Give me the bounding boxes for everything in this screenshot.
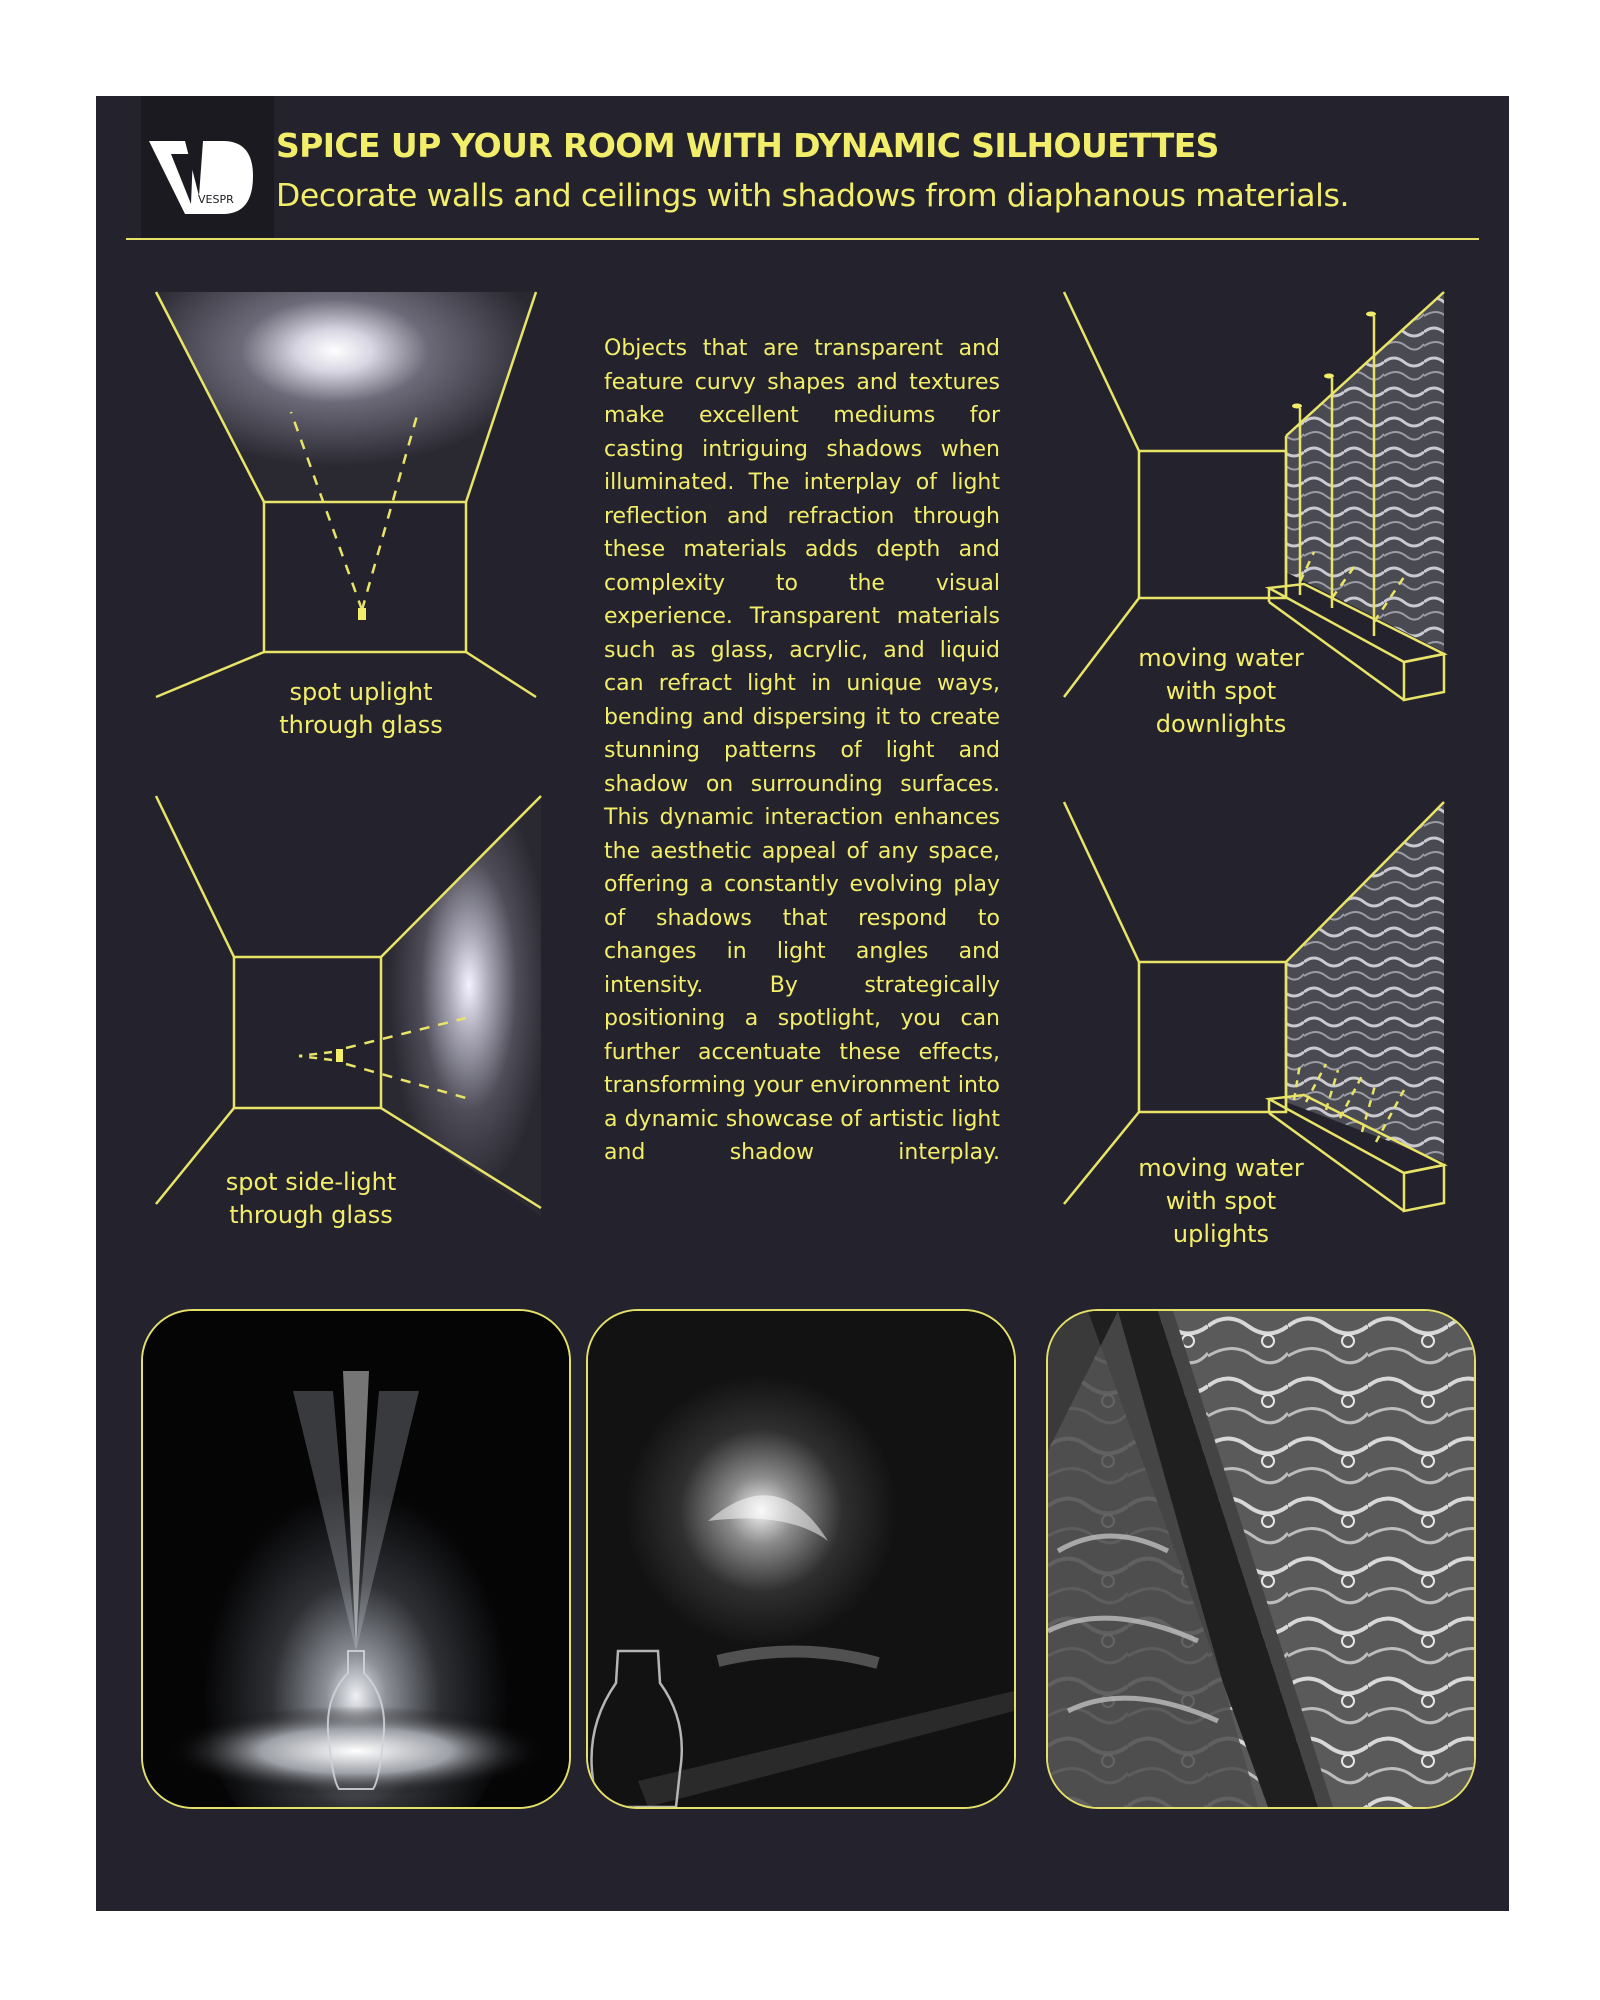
poster-panel (96, 96, 1509, 1911)
diagram-spot-uplight (156, 292, 536, 632)
header-divider (126, 238, 1479, 240)
photo-water-reflections (1046, 1309, 1476, 1809)
body-paragraph: Objects that are transparent and feature curvy shapes and textures make excellent mediums for casting intriguing shadows when illuminated. The interplay of light reflection and refraction through these materials adds depth and complexity to the visual experience. Transparent materials such as glass, acrylic, and liquid can refract light in unique ways, bending and dispersing it to create stunning patterns of light and shadow on surrounding surfaces. This dynamic interaction enhances the aesthetic appeal of any space, offering a constantly evolving play of shadows that respond to changes in light angles and intensity. By strategically positioning a spotlight, you can further accentuate these effects, transforming your environment into a dynamic showcase of artistic light and shadow interplay. (604, 336, 1000, 1165)
page-title: SPICE UP YOUR ROOM WITH DYNAMIC SILHOUETTES (276, 126, 1219, 165)
caption-water-uplights: moving water with spot uplights (1138, 1154, 1304, 1248)
caption-spot-uplight: spot uplight through glass (279, 678, 443, 739)
caption-water-downlights: moving water with spot downlights (1138, 644, 1304, 738)
diagram-spot-sidelight (156, 796, 541, 1216)
photo-pitcher-sidelight (586, 1309, 1016, 1809)
brand-logo (141, 96, 274, 238)
diagram-water-uplights (1064, 802, 1449, 1212)
caption-spot-sidelight: spot side-light through glass (225, 1168, 397, 1229)
logo-text: VESPR (198, 193, 234, 206)
page-subtitle: Decorate walls and ceilings with shadows from diaphanous materials. (276, 178, 1350, 214)
diagram-water-downlights (1064, 292, 1449, 702)
photo-bottle-uplight (141, 1309, 571, 1809)
